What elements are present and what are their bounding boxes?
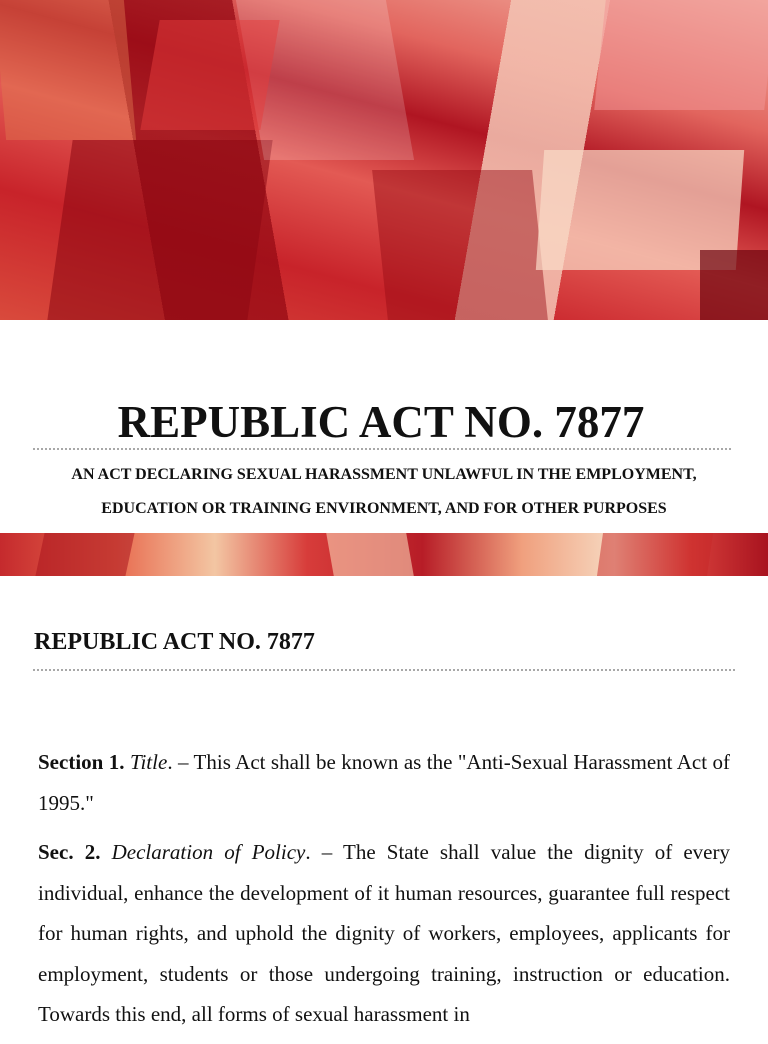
section-heading: REPUBLIC ACT NO. 7877 xyxy=(34,629,315,655)
section-2-paragraph xyxy=(38,832,730,1035)
act-subtitle-text: AN ACT DECLARING SEXUAL HARASSMENT UNLAWFUL IN THE EMPLOYMENT, EDUCATION OR TRAINING ENVIRONMENT, AND FOR OTHER PURPOSES xyxy=(71,466,697,517)
title-block xyxy=(30,394,732,450)
section-2-text: . – The State shall value the dignity of every individual, enhance the development of it human resources, guarantee full respect for human rights, and uphold the dignity of workers, employees, applicants for employment, students or those undergoing training, instruction or education. Towards this end, all forms of sexual harassment in xyxy=(38,840,730,1026)
body-text xyxy=(38,742,730,1044)
act-subtitle xyxy=(48,458,720,525)
title-divider xyxy=(33,448,731,450)
section-1-label: Section 1. xyxy=(38,750,125,774)
heading-divider xyxy=(33,669,735,671)
section-1-name: Title xyxy=(129,750,168,774)
section-1-paragraph xyxy=(38,742,730,823)
decorative-band xyxy=(0,533,768,576)
cover-art-banner xyxy=(0,0,768,320)
section-2-name: Declaration of Policy xyxy=(111,840,306,864)
section-1-text: . – This Act shall be known as the "Anti-Sexual Harassment Act of 1995." xyxy=(38,750,731,815)
page-title: REPUBLIC ACT NO. 7877 xyxy=(117,397,645,447)
section-2-label: Sec. 2. xyxy=(38,840,101,864)
